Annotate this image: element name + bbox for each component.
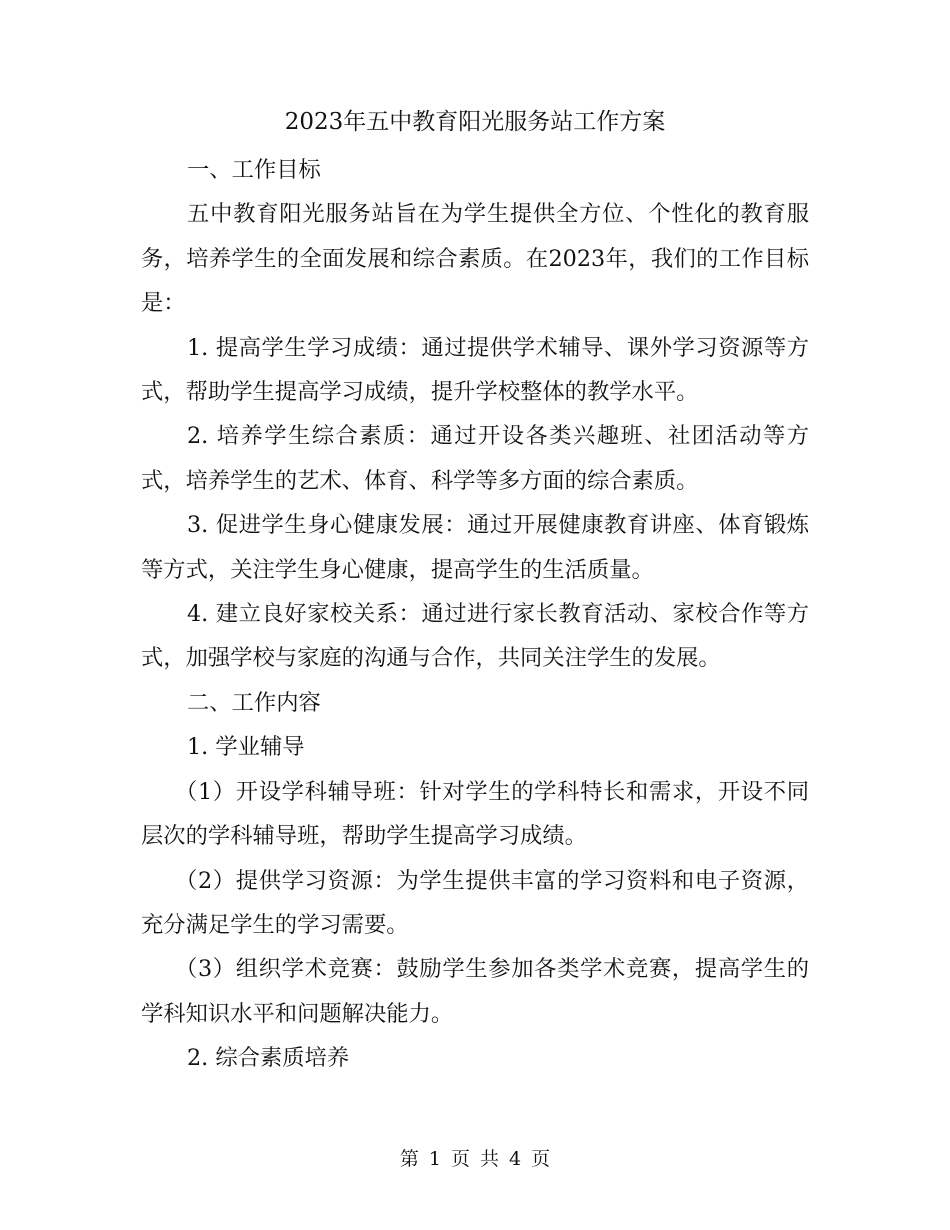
- content-sub-item: （3）组织学术竞赛：鼓励学生参加各类学术竞赛，提高学生的学科知识水平和问题解决能力。: [141, 956, 809, 1027]
- document-body: [141, 148, 809, 1081]
- goal-item: 4. 建立良好家校关系：通过进行家长教育活动、家校合作等方式，加强学校与家庭的沟通与合作，共同关注学生的发展。: [141, 601, 809, 672]
- document-title: 2023年五中教育阳光服务站工作方案: [284, 109, 666, 135]
- goal-item: 1. 提高学生学习成绩：通过提供学术辅导、课外学习资源等方式，帮助学生提高学习成绩，提升学校整体的教学水平。: [141, 334, 809, 406]
- content-sub-item: （2）提供学习资源：为学生提供丰富的学习资料和电子资源，充分满足学生的学习需要。: [141, 867, 809, 938]
- subheading-academic-tutoring: 1. 学业辅导: [187, 734, 305, 761]
- goal-item: 2. 培养学生综合素质：通过开设各类兴趣班、社团活动等方式，培养学生的艺术、体育、科学等多方面的综合素质。: [141, 423, 809, 494]
- subheading-quality-training: 2. 综合素质培养: [187, 1045, 350, 1072]
- page-footer: 第 1 页 共 4 页: [399, 1148, 551, 1170]
- goal-item: 3. 促进学生身心健康发展：通过开展健康教育讲座、体育锻炼等方式，关注学生身心健康，提高学生的生活质量。: [141, 512, 809, 583]
- goals-intro-paragraph: 五中教育阳光服务站旨在为学生提供全方位、个性化的教育服务，培养学生的全面发展和综合素质。在2023年，我们的工作目标是：: [141, 201, 809, 317]
- content-sub-item: （1）开设学科辅导班：针对学生的学科特长和需求，开设不同层次的学科辅导班，帮助学生提高学习成绩。: [141, 778, 809, 850]
- section-heading-goals: 一、工作目标: [187, 157, 321, 183]
- section-heading-content: 二、工作内容: [187, 689, 321, 716]
